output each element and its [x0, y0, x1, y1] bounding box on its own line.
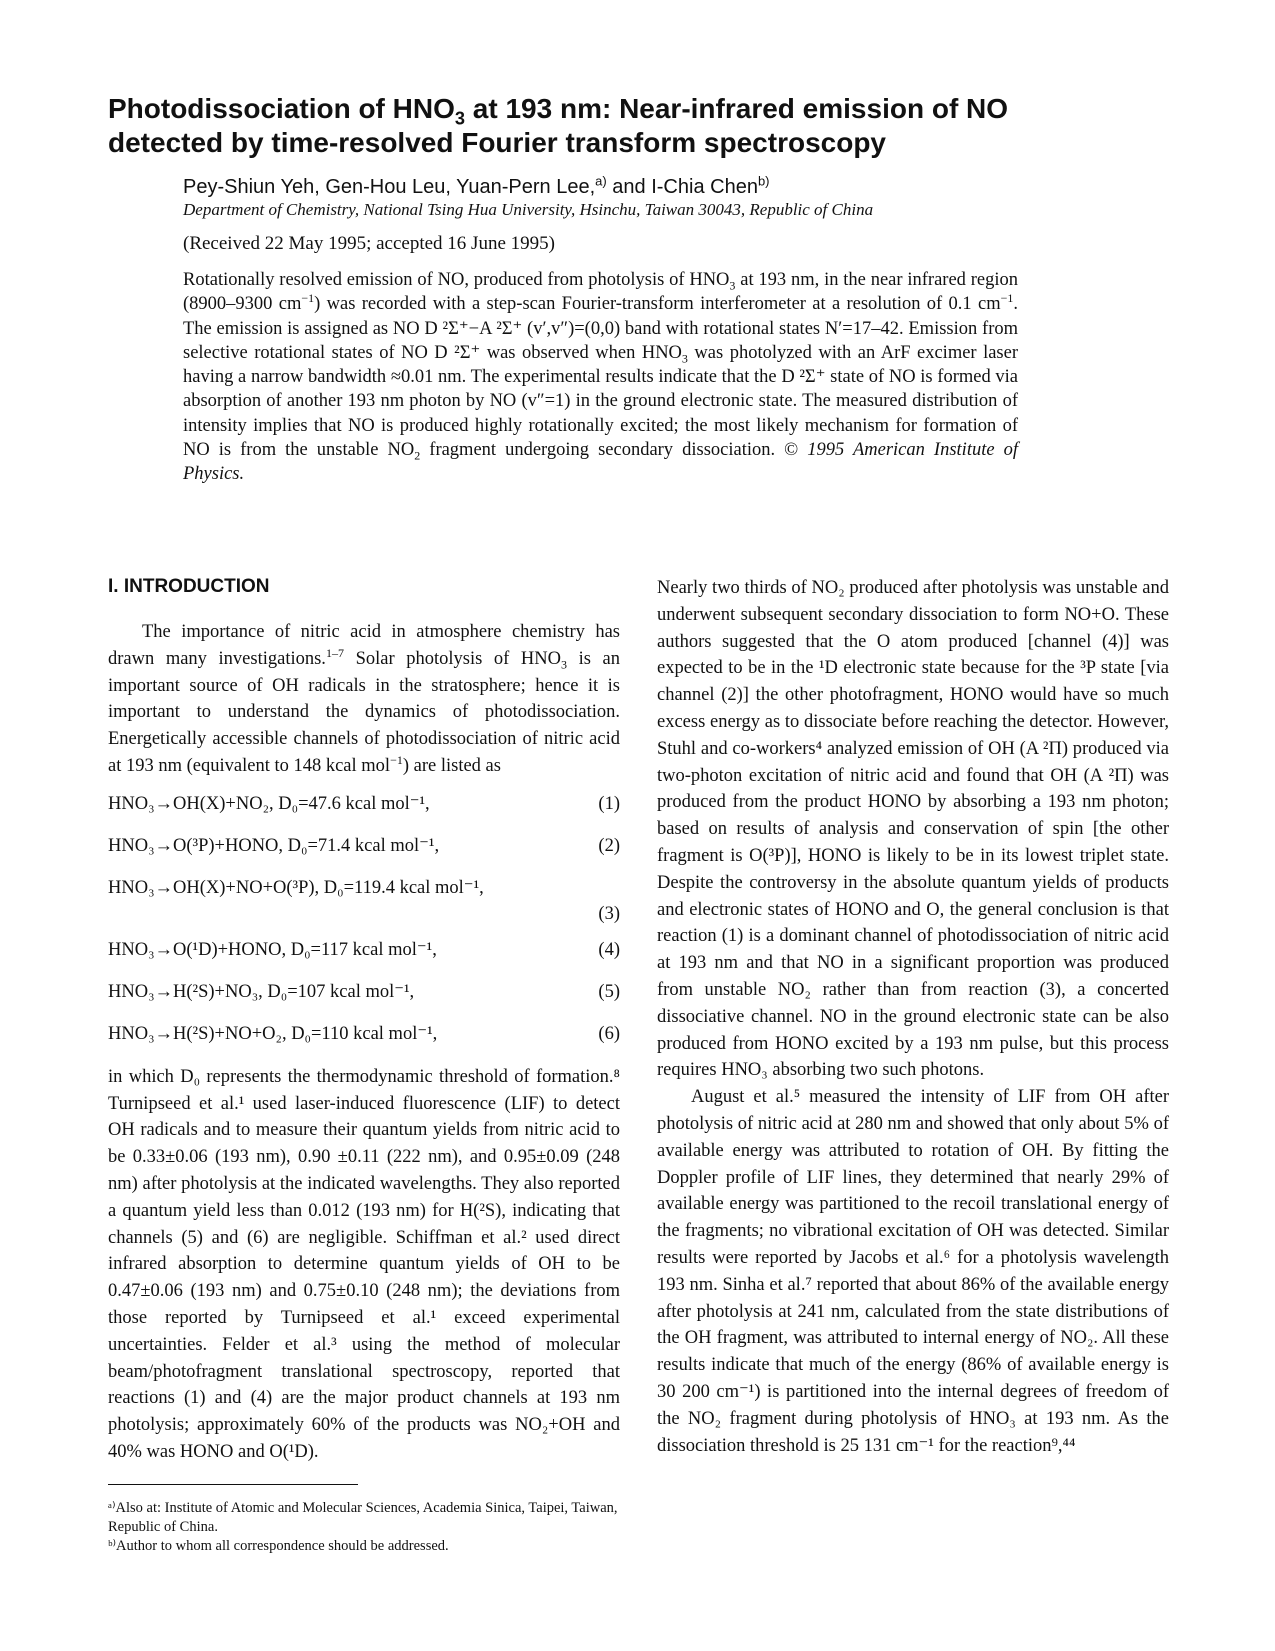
equation-number: (5) — [598, 981, 620, 1002]
equation-number: (4) — [598, 939, 620, 960]
received-dates: (Received 22 May 1995; accepted 16 June 1995) — [183, 233, 555, 254]
section-heading: I. INTRODUCTION — [108, 576, 270, 597]
right-column — [657, 575, 1169, 1459]
footnote-a: ᵃ⁾Also at: Institute of Atomic and Molecular Sciences, Academia Sinica, Taipei, Taiwan, Republic of China. — [108, 1499, 618, 1535]
equation-6: HNO₃→H(²S)+NO+O₂, D₀=110 kcal mol⁻¹, (6) — [108, 1023, 620, 1044]
equation-number: (2) — [598, 835, 620, 856]
footnote-b: ᵇ⁾Author to whom all correspondence should be addressed. — [108, 1537, 449, 1554]
equation-1: HNO₃→OH(X)+NO₂, D₀=47.6 kcal mol⁻¹, (1) — [108, 793, 620, 814]
paper-title: Photodissociation of $HNO_3$ at 193 nm: Near-infrared emission of NO detected by time-resolved Fourier transform spectroscopy — [108, 93, 1009, 158]
right-paragraph-1: Nearly two thirds of NO₂ produced after photolysis was unstable and underwent subsequent secondary dissociation to form NO+O. These authors suggested that the O atom produced [channel (4)] was expected to be in the ¹D electronic state because for the ³P state [via channel (2)] the other photofragment, HONO would have so much excess energy as to dissociate before reaching the detector. However, Stuhl and co-workers⁴ analyzed emission of OH (A ²Π) produced via two-photon excitation of nitric acid and found that OH (A ²Π) was produced from the product HONO by absorbing a 193 nm photon; based on results of analysis and conservation of spin [the other fragment is O(³P)], HONO is likely to be in its lowest triplet state. Despite the controversy in the absolute quantum yields of products and electronic states of HONO and O, the general conclusion is that reaction (1) is a dominant channel of photodissociation of nitric acid at 193 nm and that NO in a significant proportion was produced from unstable NO₂ rather than from reaction (3), a concerted dissociative channel. NO in the ground electronic state can be also produced from HONO excited by a 193 nm pulse, but this process requires HNO₃ absorbing two such photons. — [657, 578, 1169, 1081]
equation-3: HNO₃→OH(X)+NO+O(³P), D₀=119.4 kcal mol⁻¹, (3) — [108, 877, 620, 924]
equation-number: (6) — [598, 1023, 620, 1044]
intro-paragraph-2: in which D₀ represents the thermodynamic threshold of formation.⁸ Turnipseed et al.¹ used laser-induced fluorescence (LIF) to detect OH radicals and to measure their quantum yields from nitric acid to be 0.33±0.06 (193 nm), 0.90 ±0.11 (222 nm), and 0.95±0.09 (248 nm) after photolysis at the indicated wavelengths. They also reported a quantum yield less than 0.012 (193 nm) for H(²S), indicating that channels (5) and (6) are negligible. Schiffman et al.² used direct infrared absorption to determine quantum yields of OH to be 0.47±0.06 (193 nm) and 0.75±0.10 (248 nm); the deviations from those reported by Turnipseed et al.¹ exceed experimental uncertainties. Felder et al.³ using the method of molecular beam/photofragment translational spectroscopy, reported that reactions (1) and (4) are the major product channels at 193 nm photolysis; approximately 60% of the products was NO₂+OH and 40% was HONO and O(¹D). — [108, 1066, 620, 1462]
equation-5: HNO₃→H(²S)+NO₃, D₀=107 kcal mol⁻¹, (5) — [108, 981, 620, 1002]
equation-number: (1) — [598, 793, 620, 814]
equation-2: HNO₃→O(³P)+HONO, D₀=71.4 kcal mol⁻¹, (2) — [108, 835, 620, 856]
equation-number: (3) — [598, 903, 620, 924]
intro-paragraph-1: The importance of nitric acid in atmosphere chemistry has drawn many investigations.$^{1-7}$ Solar photolysis of $HNO_3$ is an important source of OH radicals in the stratosphere; hence it is important to understand the dynamics of photodissociation. Energetically accessible channels of photodissociation of nitric acid at 193 nm (equivalent to 148 kcal mol$^{-1}$) are listed as — [108, 622, 620, 776]
equation-4: HNO₃→O(¹D)+HONO, D₀=117 kcal mol⁻¹, (4) — [108, 939, 620, 960]
right-paragraph-2: August et al.⁵ measured the intensity of LIF from OH after photolysis of nitric acid at 280 nm and showed that only about 5% of available energy was attributed to rotation of OH. By fitting the Doppler profile of LIF lines, they determined that nearly 29% of available energy was partitioned to the recoil translational energy of the fragments; no vibrational excitation of OH was detected. Similar results were reported by Jacobs et al.⁶ for a photolysis wavelength 193 nm. Sinha et al.⁷ reported that about 86% of the available energy after photolysis at 241 nm, calculated from the state distributions of the OH fragment, was attributed to internal energy of NO₂. All these results indicate that much of the energy (86% of available energy is 30 200 cm⁻¹) is partitioned into the internal degrees of freedom of the NO₂ fragment during photolysis of HNO₃ at 193 nm. As the dissociation threshold is 25 131 cm⁻¹ for the reaction⁹,⁴⁴ — [657, 1087, 1169, 1456]
author-list: Pey-Shiun Yeh, Gen-Hou Leu, Yuan-Pern Lee,$^{a)}$ and I-Chia Chen$^{b)}$ — [183, 173, 770, 198]
left-column — [108, 575, 620, 1556]
affiliation: Department of Chemistry, National Tsing Hua University, Hsinchu, Taiwan 30043, Republic of China — [183, 200, 874, 219]
abstract: Rotationally resolved emission of NO, produced from photolysis of $HNO_3$ at 193 nm, in the near infrared region (8900–9300 $cm^{-1}$) was recorded with a step-scan Fourier-transform interferometer at a resolution of 0.1 $cm^{-1}$. The emission is assigned as NO D ²Σ⁺−A ²Σ⁺ (v′,v″)=(0,0) band with rotational states N′=17–42. Emission from selective rotational states of NO D ²Σ⁺ was observed when $HNO_3$ was photolyzed with an ArF excimer laser having a narrow bandwidth ≈0.01 nm. The experimental results indicate that the D ²Σ⁺ state of NO is formed via absorption of another 193 nm photon by NO (v″=1) in the ground electronic state. The measured distribution of intensity implies that NO is produced highly rotationally excited; the most likely mechanism for formation of NO is from the unstable $NO_2$ fragment undergoing secondary dissociation. © 1995 American Institute of Physics. — [183, 270, 1019, 485]
footnote-rule — [108, 1484, 358, 1485]
